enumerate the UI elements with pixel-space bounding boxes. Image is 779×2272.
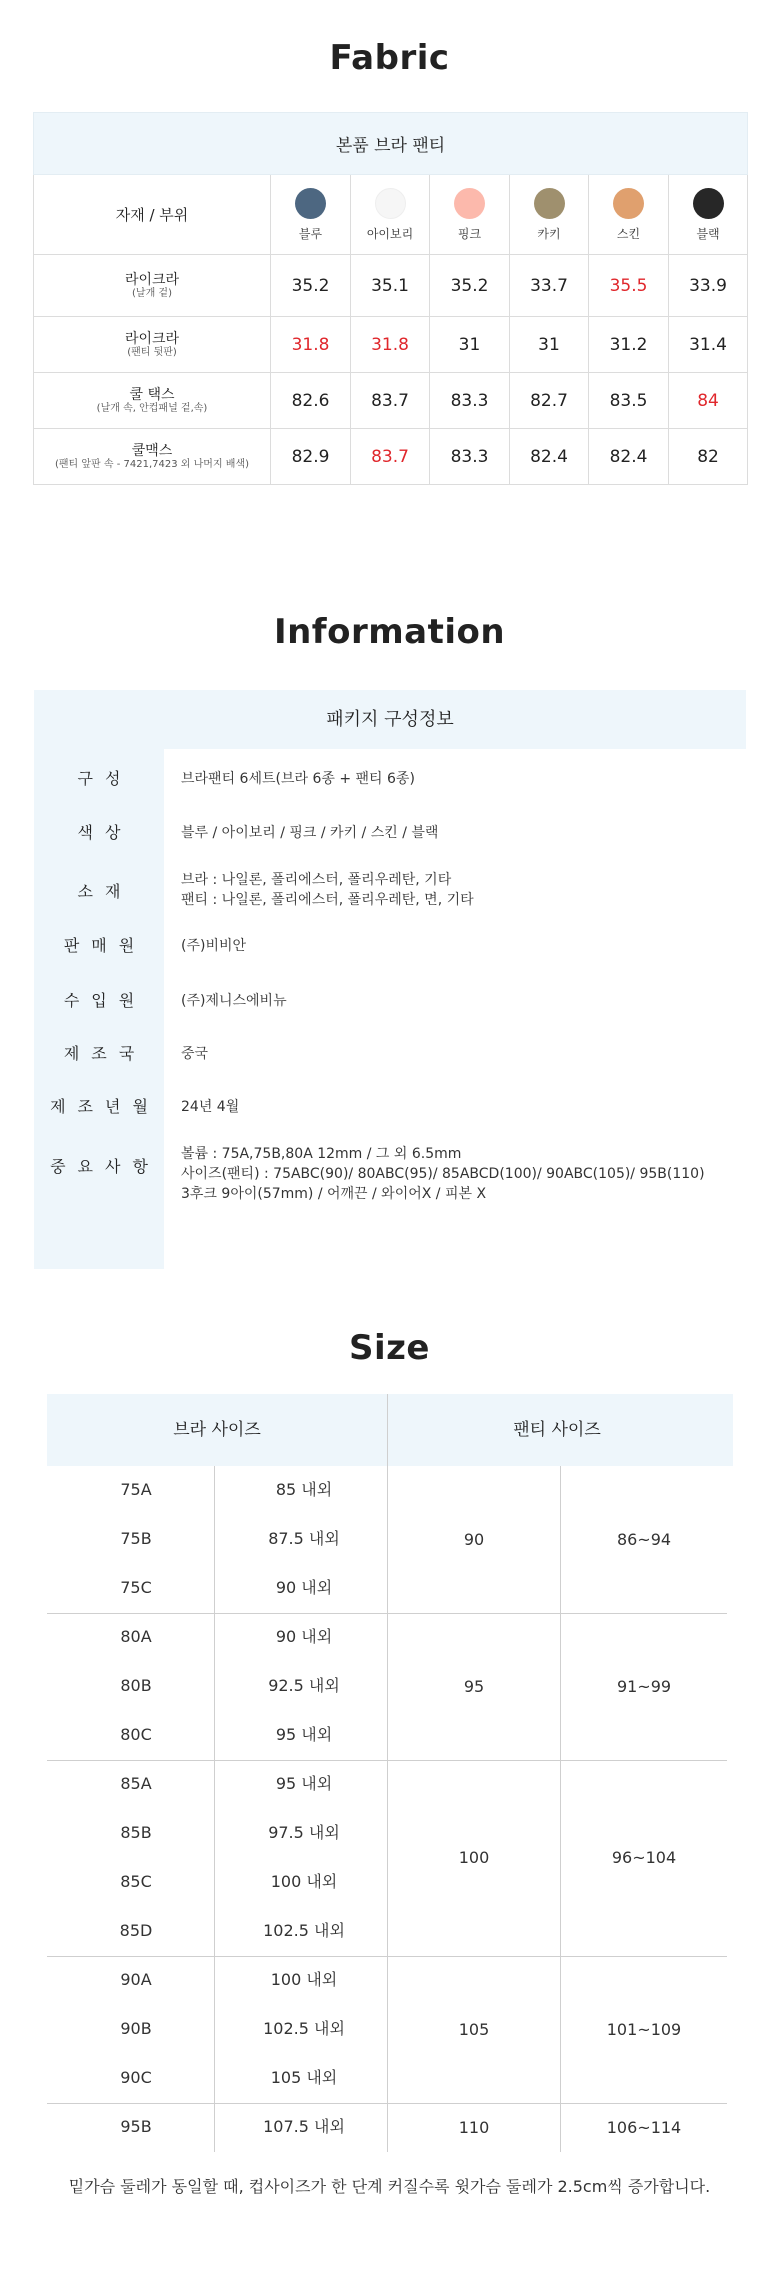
bust-measure-cell: 107.5 내외 [263,2117,345,2136]
info-value-line: 블루 / 아이보리 / 핑크 / 카키 / 스킨 / 블랙 [181,825,439,841]
color-swatch-icon [693,188,724,219]
information-title: Information [273,612,506,652]
bust-measure-cell: 100 내외 [270,1970,338,1989]
fabric-header: 본품 브라 팬티 [34,113,748,175]
bra-size-cell: 90B [120,2019,152,2038]
bust-measure-cell: 102.5 내외 [263,2019,345,2038]
bust-measure-cell: 90 내외 [275,1578,333,1597]
info-label: 제조년월 [50,1097,160,1116]
package-info-table [34,690,746,1269]
info-label: 제조국 [63,1044,147,1063]
info-value-line: 볼륨 : 75A,75B,80A 12mm / 그 외 6.5mm [181,1146,462,1162]
bra-size-cell: 80A [120,1627,152,1646]
bust-measure-cell: 87.5 내외 [268,1529,340,1548]
panty-size-cell: 90 [463,1529,485,1549]
hip-range-cell: 96~104 [611,1848,677,1867]
color-column-0 [271,175,351,255]
fabric-value: 35.1 [351,255,430,317]
info-value [181,823,741,843]
color-column-2 [430,175,510,255]
bust-measure-cell: 90 내외 [275,1627,333,1646]
color-swatch-icon [613,188,644,219]
fabric-value: 82.7 [510,373,589,429]
color-label: 카키 [537,226,561,241]
color-label: 블루 [298,226,323,241]
material-name: 쿨 택스 [129,386,175,403]
fabric-row [34,373,748,429]
fabric-value: 35.2 [430,255,510,317]
color-swatch-icon [534,188,565,219]
fabric-value: 84 [669,373,748,429]
color-column-1 [351,175,430,255]
fabric-value: 33.7 [510,255,589,317]
bra-size-cell: 85D [119,1921,153,1940]
material-cell [34,373,271,429]
bust-measure-cell: 97.5 내외 [268,1823,340,1842]
info-value [181,1144,741,1204]
size-column-divider [560,1466,561,2152]
fabric-row [34,255,748,317]
color-label: 핑크 [457,226,482,241]
material-cell [34,429,271,485]
bra-size-cell: 75B [120,1529,152,1548]
fabric-value: 31.4 [669,317,748,373]
info-value-line: 팬티 : 나일론, 폴리에스터, 폴리우레탄, 면, 기타 [181,892,474,908]
bust-measure-cell: 92.5 내외 [268,1676,340,1695]
bra-size-cell: 95B [120,2117,152,2136]
hip-range-cell: 91~99 [616,1676,672,1696]
panty-size-header: 팬티 사이즈 [513,1420,601,1440]
fabric-row [34,429,748,485]
info-label: 색상 [77,823,133,842]
bra-size-cell: 80C [120,1725,152,1744]
fabric-value: 31 [510,317,589,373]
info-value-line: (주)비비안 [181,938,247,954]
color-label: 블랙 [696,226,720,241]
info-label: 판매원 [63,936,147,955]
color-label: 스킨 [616,226,641,241]
info-value-line: 브라 : 나일론, 폴리에스터, 폴리우레탄, 기타 [181,872,452,888]
material-part: (팬티 앞판 속 - 7421,7423 외 나머지 배색) [55,458,249,470]
fabric-value: 31.8 [271,317,351,373]
size-note: 밑가슴 둘레가 동일할 때, 컵사이즈가 한 단계 커질수록 윗가슴 둘레가 2.5cm씩 증가합니다. [68,2177,711,2196]
fabric-value: 31.2 [589,317,669,373]
size-table-header [47,1394,733,1466]
package-info-header: 패키지 구성정보 [34,690,746,749]
bra-size-header: 브라 사이즈 [173,1420,261,1440]
fabric-value: 83.3 [430,429,510,485]
fabric-value: 82.4 [589,429,669,485]
color-swatch-icon [375,188,406,219]
panty-size-cell: 110 [458,2117,490,2137]
info-value-line: (주)제니스에비뉴 [181,993,287,1009]
bust-measure-cell: 102.5 내외 [263,1921,345,1940]
color-column-5 [669,175,748,255]
fabric-value: 35.5 [589,255,669,317]
fabric-value: 83.7 [351,373,430,429]
fabric-value: 31 [430,317,510,373]
fabric-table [33,112,748,485]
bra-size-cell: 85C [120,1872,152,1891]
fabric-value: 83.5 [589,373,669,429]
info-label: 소재 [77,882,133,901]
fabric-row [34,317,748,373]
info-value-line: 3후크 9아이(57mm) / 어깨끈 / 와이어X / 피본 X [181,1186,487,1202]
panty-size-cell: 95 [463,1676,485,1696]
fabric-value: 31.8 [351,317,430,373]
bra-size-cell: 75A [120,1480,152,1499]
info-value-line: 중국 [181,1046,209,1062]
bust-measure-cell: 105 내외 [270,2068,338,2087]
fabric-title: Fabric [329,38,450,78]
bra-size-cell: 90C [120,2068,152,2087]
info-value-line: 사이즈(팬티) : 75ABC(90)/ 80ABC(95)/ 85ABCD(100)/ 90ABC(105)/ 95B(110) [181,1166,705,1182]
hip-range-cell: 106~114 [606,2117,682,2137]
material-cell [34,317,271,373]
bust-measure-cell: 100 내외 [270,1872,338,1891]
bra-size-cell: 90A [120,1970,152,1989]
material-part: (날개 겉) [132,287,172,299]
material-part: (팬티 뒷판) [127,346,177,358]
bust-measure-cell: 95 내외 [275,1725,333,1744]
panty-size-cell: 105 [458,2019,490,2039]
material-cell [34,255,271,317]
info-value-line: 브라팬티 6세트(브라 6종 + 팬티 6종) [181,771,415,787]
info-value [181,769,741,789]
bra-size-cell: 75C [120,1578,152,1597]
material-name: 쿨맥스 [131,442,173,459]
fabric-value: 33.9 [669,255,748,317]
bra-size-cell: 85B [120,1823,152,1842]
fabric-value: 82.4 [510,429,589,485]
panty-size-cell: 100 [458,1848,490,1867]
size-title: Size [349,1328,430,1368]
fabric-value: 83.3 [430,373,510,429]
info-value [181,870,741,910]
fabric-value: 82.9 [271,429,351,485]
material-name: 라이크라 [124,271,180,288]
size-column-divider [214,1466,215,2152]
bust-measure-cell: 85 내외 [275,1480,333,1499]
color-column-3 [510,175,589,255]
info-label: 중요사항 [50,1157,160,1176]
info-label: 수입원 [63,991,147,1010]
part-header: 자재 / 부위 [34,175,271,255]
info-value [181,991,741,1011]
info-value-line: 24년 4월 [181,1099,240,1115]
bra-size-cell: 80B [120,1676,152,1695]
material-part: (날개 속, 안컵패널 겉,속) [96,402,208,414]
hip-range-cell: 86~94 [616,1529,672,1549]
color-label: 아이보리 [366,226,414,241]
fabric-value: 82.6 [271,373,351,429]
color-column-4 [589,175,669,255]
info-value [181,1044,741,1064]
material-name: 라이크라 [124,330,180,347]
fabric-value: 35.2 [271,255,351,317]
hip-range-cell: 101~109 [606,2019,682,2039]
info-value [181,1097,741,1117]
info-value [181,936,741,956]
size-column-divider [387,1394,388,2152]
color-swatch-icon [454,188,485,219]
info-label: 구성 [77,769,133,788]
bust-measure-cell: 95 내외 [275,1774,333,1793]
fabric-value: 82 [669,429,748,485]
bra-size-cell: 85A [120,1774,152,1793]
color-swatch-icon [295,188,326,219]
fabric-value: 83.7 [351,429,430,485]
